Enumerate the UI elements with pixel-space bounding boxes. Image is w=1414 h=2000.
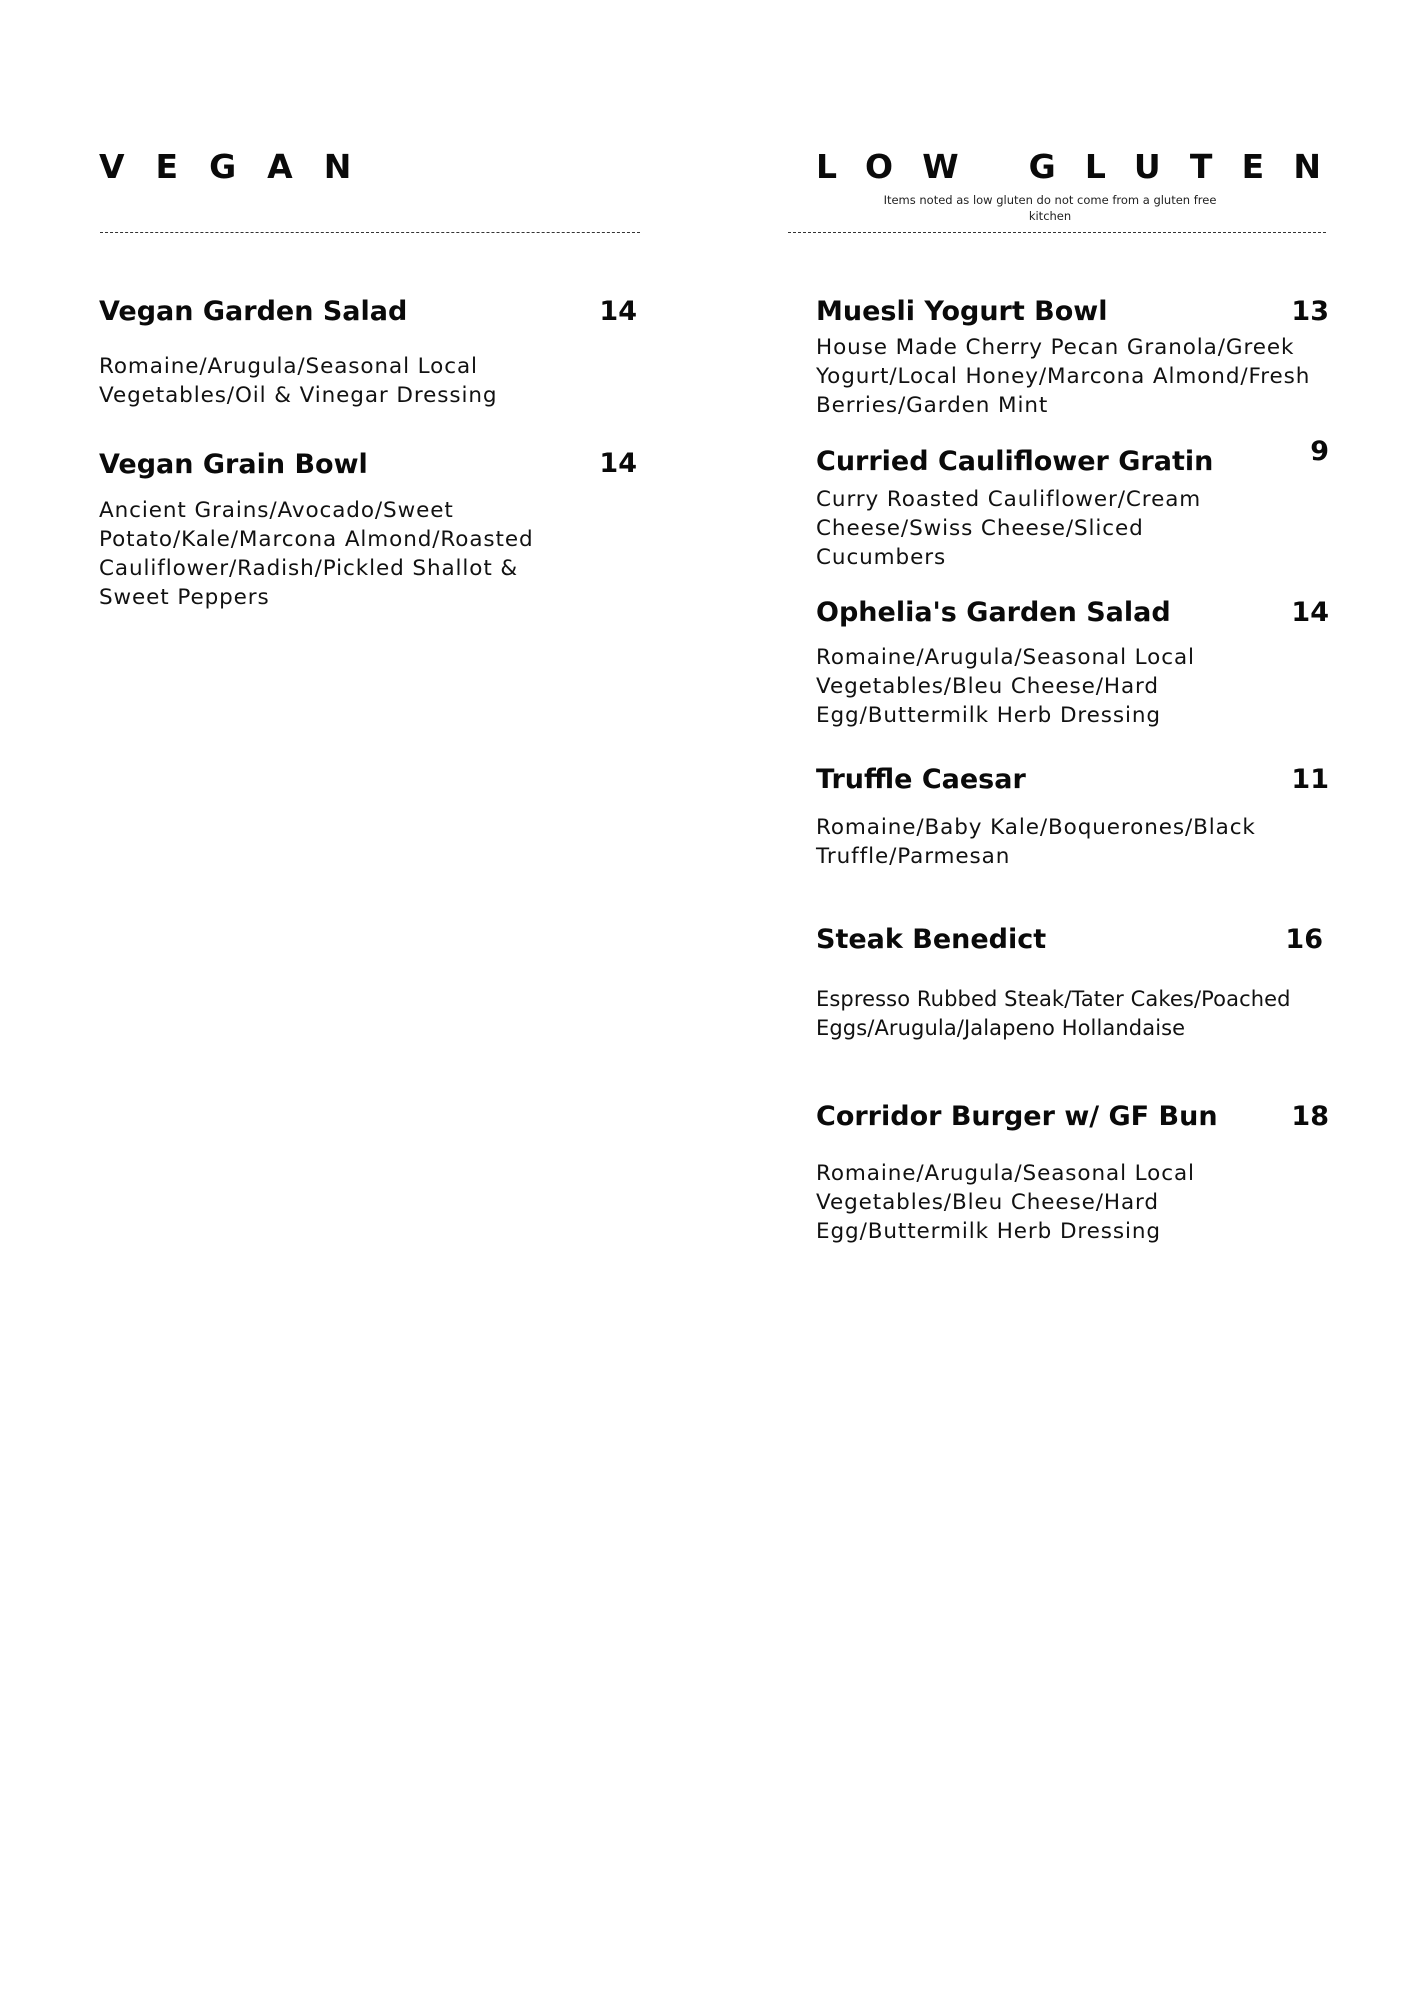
low-gluten-divider (788, 232, 1326, 233)
menu-item-price: 13 (1291, 296, 1329, 327)
menu-item-description: House Made Cherry Pecan Granola/Greek Yogurt/Local Honey/Marcona Almond/Fresh Berries/Garden Mint (816, 335, 1311, 418)
menu-item-description: Romaine/Arugula/Seasonal Local Vegetables/Bleu Cheese/Hard Egg/Buttermilk Herb Dressing (816, 1161, 1195, 1244)
menu-item-name: Curried Cauliflower Gratin (816, 446, 1214, 477)
menu-item-price: 14 (599, 296, 637, 327)
menu-item-name: Steak Benedict (816, 924, 1047, 955)
menu-item-price: 9 (1310, 436, 1329, 467)
menu-item-price: 11 (1291, 764, 1329, 795)
menu-item-name: Muesli Yogurt Bowl (816, 296, 1108, 327)
menu-item-description: Curry Roasted Cauliflower/Cream Cheese/Swiss Cheese/Sliced Cucumbers (816, 487, 1202, 570)
menu-item-description: Ancient Grains/Avocado/Sweet Potato/Kale/Marcona Almond/Roasted Cauliflower/Radish/Pickled Shallot & Sweet Peppers (99, 498, 534, 610)
menu-item-name: Vegan Garden Salad (99, 296, 408, 327)
menu-item-name: Truffle Caesar (816, 764, 1026, 795)
menu-item-name: Vegan Grain Bowl (99, 449, 368, 480)
menu-item-description: Romaine/Baby Kale/Boquerones/Black Truffle/Parmesan (816, 815, 1256, 869)
low-gluten-note: Items noted as low gluten do not come from a gluten free kitchen (883, 193, 1217, 223)
menu-item-price: 14 (1291, 597, 1329, 628)
menu-item-name: Ophelia's Garden Salad (816, 597, 1171, 628)
low-gluten-section-title: LOW GLUTEN (816, 147, 1351, 186)
menu-item-description: Espresso Rubbed Steak/Tater Cakes/Poached Eggs/Arugula/Jalapeno Hollandaise (816, 987, 1291, 1040)
menu-item-description: Romaine/Arugula/Seasonal Local Vegetables/Bleu Cheese/Hard Egg/Buttermilk Herb Dressing (816, 645, 1195, 728)
menu-item-price: 16 (1285, 924, 1323, 955)
vegan-section-title: VEGAN (99, 147, 383, 186)
menu-item-name: Corridor Burger w/ GF Bun (816, 1101, 1218, 1132)
menu-item-price: 14 (599, 448, 637, 479)
vegan-divider (100, 232, 640, 233)
menu-item-description: Romaine/Arugula/Seasonal Local Vegetables/Oil & Vinegar Dressing (99, 354, 498, 408)
menu-item-price: 18 (1291, 1101, 1329, 1132)
